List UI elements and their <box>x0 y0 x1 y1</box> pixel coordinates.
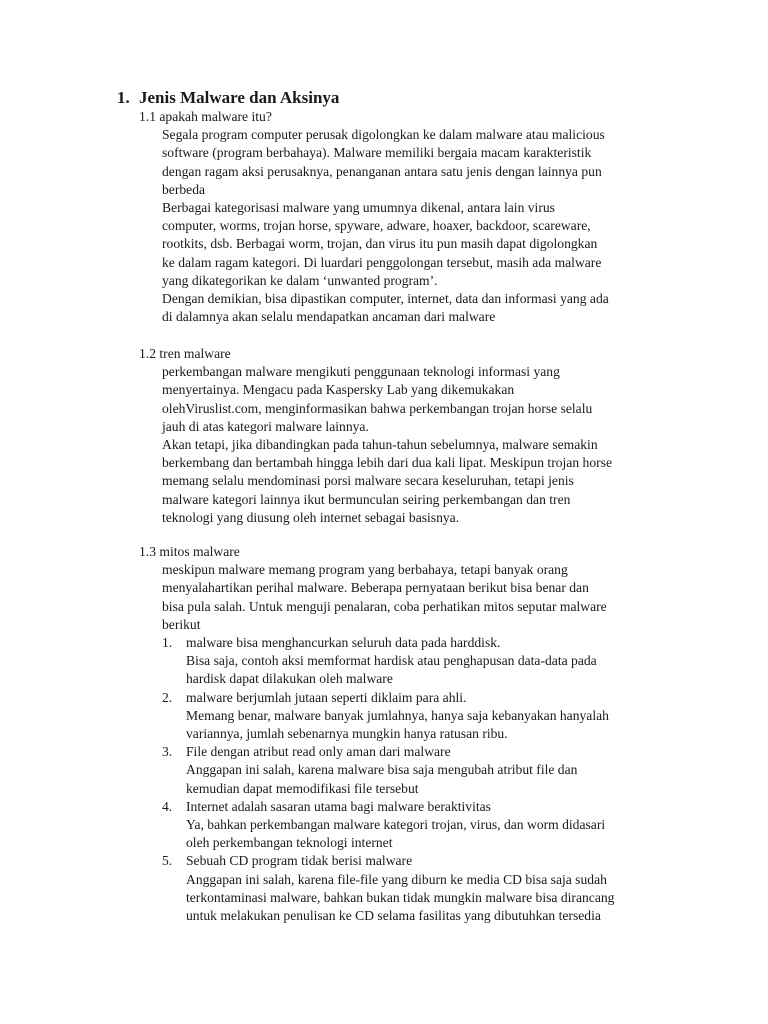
text-line: memang selalu mendominasi porsi malware secara keseluruhan, tetapi jenis <box>162 473 574 489</box>
text-line: ke dalam ragam kategori. Di luardari penggolongan tersebut, masih ada malware <box>162 254 602 270</box>
item-explanation: Ya, bahkan perkembangan malware kategori trojan, virus, dan worm didasari <box>186 817 606 833</box>
item-explanation: Bisa saja, contoh aksi memformat hardisk atau penghapusan data-data pada <box>186 653 597 669</box>
paragraph <box>162 290 699 326</box>
myth-item <box>162 852 699 925</box>
item-explanation: terkontaminasi malware, bahkan bukan tidak mungkin malware bisa dirancang <box>186 889 615 905</box>
text-line: yang dikategorikan ke dalam ‘unwanted program’. <box>162 272 438 288</box>
text-line: menyalahartikan perihal malware. Beberapa pernyataan berikut bisa benar dan <box>162 580 589 596</box>
item-statement: Sebuah CD program tidak berisi malware <box>186 853 413 869</box>
text-line: meskipun malware memang program yang berbahaya, tetapi banyak orang <box>162 562 568 578</box>
section-malware-trend <box>139 345 699 527</box>
text-line: Dengan demikian, bisa dipastikan computer, internet, data dan informasi yang ada <box>162 291 609 307</box>
item-explanation: Memang benar, malware banyak jumlahnya, hanya saja kebanyakan hanyalah <box>186 707 609 723</box>
text-line: olehViruslist.com, menginformasikan bahwa perkembangan trojan horse selalu <box>162 400 593 416</box>
text-line: menyertainya. Mengacu pada Kaspersky Lab yang dikemukakan <box>162 382 515 398</box>
item-statement: malware berjumlah jutaan seperti diklaim para ahli. <box>186 689 467 705</box>
section-what-is-malware <box>139 108 699 326</box>
text-line: malware kategori lainnya ikut bermunculan seiring perkembangan dan tren <box>162 491 571 507</box>
text-line: berbeda <box>162 181 206 197</box>
paragraph <box>162 199 699 290</box>
text-line: Segala program computer perusak digolongkan ke dalam malware atau malicious <box>162 127 605 143</box>
chapter-title: Jenis Malware dan Aksinya <box>139 88 340 107</box>
section-malware-myths <box>139 543 699 925</box>
paragraph <box>162 436 699 527</box>
item-statement: File dengan atribut read only aman dari malware <box>186 744 451 760</box>
text-line: computer, worms, trojan horse, spyware, adware, hoaxer, backdoor, scareware, <box>162 218 591 234</box>
item-explanation: oleh perkembangan teknologi internet <box>186 835 393 851</box>
item-number: 3. <box>162 744 173 760</box>
myth-item <box>162 798 699 853</box>
item-explanation: Anggapan ini salah, karena malware bisa saja mengubah atribut file dan <box>186 762 578 778</box>
item-number: 4. <box>162 798 173 814</box>
section-title: 1.1 apakah malware itu? <box>139 109 272 124</box>
text-line: software (program berbahaya). Malware memiliki bergaia macam karakteristik <box>162 145 592 161</box>
text-line: perkembangan malware mengikuti penggunaan teknologi informasi yang <box>162 364 560 380</box>
item-explanation: kemudian dapat memodifikasi file tersebut <box>186 780 419 796</box>
text-line: berkembang dan bertambah hingga lebih dari dua kali lipat. Meskipun trojan horse <box>162 455 612 471</box>
item-explanation: variannya, jumlah sebenarnya mungkin hanya ratusan ribu. <box>186 726 508 742</box>
chapter-heading <box>117 88 339 108</box>
item-number: 5. <box>162 853 173 869</box>
text-line: Berbagai kategorisasi malware yang umumnya dikenal, antara lain virus <box>162 200 555 216</box>
text-line: jauh di atas kategori malware lainnya. <box>162 418 369 434</box>
item-explanation: untuk melakukan penulisan ke CD selama fasilitas yang dibutuhkan tersedia <box>186 908 601 924</box>
text-line: rootkits, dsb. Berbagai worm, trojan, dan virus itu pun masih dapat digolongkan <box>162 236 598 252</box>
section-title: 1.2 tren malware <box>139 346 231 361</box>
myth-list <box>162 634 699 925</box>
myth-item <box>162 743 699 798</box>
item-statement: Internet adalah sasaran utama bagi malware beraktivitas <box>186 798 491 814</box>
text-line: di dalamnya akan selalu mendapatkan ancaman dari malware <box>162 309 496 325</box>
paragraph <box>162 363 699 436</box>
text-line: bisa pula salah. Untuk menguji penalaran, coba perhatikan mitos seputar malware <box>162 598 607 614</box>
text-line: dengan ragam aksi perusaknya, penanganan antara satu jenis dengan lainnya pun <box>162 163 602 179</box>
myth-item <box>162 689 699 744</box>
text-line: teknologi yang diusung oleh internet sebagai basisnya. <box>162 509 460 525</box>
item-explanation: hardisk dapat dilakukan oleh malware <box>186 671 393 687</box>
item-number: 2. <box>162 689 173 705</box>
item-statement: malware bisa menghancurkan seluruh data pada harddisk. <box>186 635 501 651</box>
text-line: Akan tetapi, jika dibandingkan pada tahun-tahun sebelumnya, malware semakin <box>162 437 598 453</box>
chapter-number: 1. <box>117 88 130 107</box>
item-number: 1. <box>162 635 173 651</box>
section-title: 1.3 mitos malware <box>139 544 240 559</box>
text-line: berikut <box>162 616 201 632</box>
paragraph <box>162 561 699 634</box>
paragraph <box>162 126 699 199</box>
myth-item <box>162 634 699 689</box>
item-explanation: Anggapan ini salah, karena file-file yang diburn ke media CD bisa saja sudah <box>186 871 607 887</box>
